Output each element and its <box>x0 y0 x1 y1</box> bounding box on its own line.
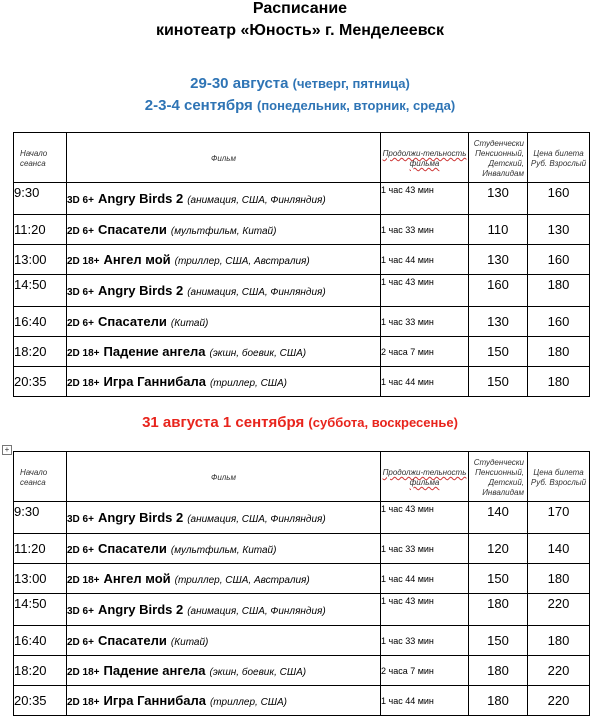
period1-line2 <box>0 97 600 114</box>
film-format: 3D 6+ <box>67 195 94 206</box>
student-price: 130 <box>469 183 528 215</box>
student-price: 150 <box>469 564 528 594</box>
film-title: Angry Birds 2 <box>97 191 184 206</box>
film-cell <box>67 367 381 397</box>
period1-days-1: (четверг, пятница) <box>292 76 410 91</box>
film-title: Игра Ганнибала <box>103 693 206 708</box>
period2-days: (суббота, воскресенье) <box>308 415 458 430</box>
film-format: 2D 18+ <box>67 667 100 678</box>
film-duration: 1 час 44 мин <box>381 564 469 594</box>
session-time: 20:35 <box>14 686 67 716</box>
film-genre: (триллер, США) <box>209 378 288 389</box>
film-duration: 1 час 43 мин <box>381 594 469 626</box>
session-time: 9:30 <box>14 183 67 215</box>
student-price: 180 <box>469 656 528 686</box>
col-film: Фильм <box>67 452 381 502</box>
table-row <box>14 215 590 245</box>
film-genre: (триллер, США) <box>209 697 288 708</box>
film-duration: 1 час 43 мин <box>381 275 469 307</box>
page-title: Расписание <box>252 0 348 17</box>
col-start: Начало сеанса <box>14 452 67 502</box>
adult-price: 140 <box>528 534 590 564</box>
film-genre: (Китай) <box>170 318 209 329</box>
table-row <box>14 626 590 656</box>
film-cell <box>67 337 381 367</box>
film-title: Ангел мой <box>103 571 171 586</box>
film-format: 2D 18+ <box>67 378 100 389</box>
session-time: 14:50 <box>14 275 67 307</box>
film-genre: (триллер, США, Австралия) <box>174 575 310 586</box>
film-duration: 2 часа 7 мин <box>381 337 469 367</box>
film-cell <box>67 564 381 594</box>
film-genre: (экшн, боевик, США) <box>209 667 307 678</box>
film-format: 2D 18+ <box>67 697 100 708</box>
film-cell <box>67 245 381 275</box>
table-row <box>14 337 590 367</box>
film-duration: 1 час 33 мин <box>381 534 469 564</box>
film-format: 2D 18+ <box>67 256 100 267</box>
col-start: Начало сеанса <box>14 133 67 183</box>
schedule-table-weekend <box>13 451 590 716</box>
period1-days-2: (понедельник, вторник, среда) <box>256 98 456 113</box>
film-cell <box>67 656 381 686</box>
film-genre: (мультфильм, Китай) <box>170 545 277 556</box>
session-time: 18:20 <box>14 337 67 367</box>
film-genre: (анимация, США, Финляндия) <box>187 514 326 525</box>
film-format: 2D 18+ <box>67 575 100 586</box>
col-duration: Продолжи-тельность фильма <box>381 133 469 183</box>
adult-price: 220 <box>528 594 590 626</box>
table-row <box>14 502 590 534</box>
col-adult-price: Цена билета Руб. Взрослый <box>528 133 590 183</box>
adult-price: 160 <box>528 245 590 275</box>
film-title: Angry Birds 2 <box>97 283 184 298</box>
film-format: 3D 6+ <box>67 287 94 298</box>
film-title: Angry Birds 2 <box>97 602 184 617</box>
adult-price: 220 <box>528 686 590 716</box>
film-duration: 1 час 44 мин <box>381 367 469 397</box>
adult-price: 220 <box>528 656 590 686</box>
session-time: 9:30 <box>14 502 67 534</box>
adult-price: 130 <box>528 215 590 245</box>
film-title: Игра Ганнибала <box>103 374 206 389</box>
film-duration: 1 час 33 мин <box>381 626 469 656</box>
cinema-subtitle: кинотеатр «Юность» г. Менделеевск <box>155 22 445 39</box>
table-row <box>14 686 590 716</box>
film-cell <box>67 594 381 626</box>
film-genre: (триллер, США, Австралия) <box>174 256 310 267</box>
film-duration: 2 часа 7 мин <box>381 656 469 686</box>
film-duration: 1 час 43 мин <box>381 502 469 534</box>
student-price: 110 <box>469 215 528 245</box>
student-price: 150 <box>469 367 528 397</box>
film-title: Спасатели <box>97 541 167 556</box>
student-price: 140 <box>469 502 528 534</box>
film-title: Angry Birds 2 <box>97 510 184 525</box>
period2-dates: 31 августа 1 сентября <box>142 414 305 431</box>
table-header <box>14 133 590 183</box>
film-title: Спасатели <box>97 633 167 648</box>
schedule-table-weekdays <box>13 132 590 397</box>
film-cell <box>67 686 381 716</box>
session-time: 13:00 <box>14 245 67 275</box>
film-cell <box>67 502 381 534</box>
col-student-price: Студенчески Пенсионный, Детский, Инвалидам <box>469 133 528 183</box>
table-row <box>14 534 590 564</box>
col-adult-price: Цена билета Руб. Взрослый <box>528 452 590 502</box>
film-format: 2D 18+ <box>67 348 100 359</box>
film-genre: (мультфильм, Китай) <box>170 226 277 237</box>
table-row <box>14 367 590 397</box>
film-title: Падение ангела <box>103 663 206 678</box>
table-row <box>14 183 590 215</box>
period1-dates-2: 2-3-4 сентября <box>144 97 253 114</box>
adult-price: 180 <box>528 337 590 367</box>
student-price: 180 <box>469 686 528 716</box>
student-price: 150 <box>469 626 528 656</box>
student-price: 130 <box>469 307 528 337</box>
col-duration: Продолжи-тельность фильма <box>381 452 469 502</box>
film-genre: (анимация, США, Финляндия) <box>187 287 326 298</box>
session-time: 11:20 <box>14 215 67 245</box>
period2-line <box>0 414 600 431</box>
period1-dates-1: 29-30 августа <box>190 75 289 92</box>
film-genre: (экшн, боевик, США) <box>209 348 307 359</box>
film-format: 2D 6+ <box>67 545 94 556</box>
session-time: 13:00 <box>14 564 67 594</box>
student-price: 130 <box>469 245 528 275</box>
adult-price: 170 <box>528 502 590 534</box>
film-cell <box>67 307 381 337</box>
adult-price: 160 <box>528 183 590 215</box>
film-title: Падение ангела <box>103 344 206 359</box>
table-row <box>14 656 590 686</box>
film-title: Спасатели <box>97 314 167 329</box>
student-price: 150 <box>469 337 528 367</box>
film-duration: 1 час 33 мин <box>381 307 469 337</box>
table-row <box>14 564 590 594</box>
film-title: Спасатели <box>97 222 167 237</box>
period1-line1 <box>0 75 600 92</box>
film-duration: 1 час 44 мин <box>381 245 469 275</box>
session-time: 16:40 <box>14 626 67 656</box>
table-row <box>14 594 590 626</box>
table-row <box>14 275 590 307</box>
session-time: 18:20 <box>14 656 67 686</box>
film-format: 2D 6+ <box>67 318 94 329</box>
film-duration: 1 час 43 мин <box>381 183 469 215</box>
session-time: 20:35 <box>14 367 67 397</box>
film-cell <box>67 215 381 245</box>
film-format: 2D 6+ <box>67 226 94 237</box>
film-genre: (Китай) <box>170 637 209 648</box>
table-row <box>14 307 590 337</box>
table-row <box>14 245 590 275</box>
film-cell <box>67 275 381 307</box>
film-duration: 1 час 33 мин <box>381 215 469 245</box>
film-cell <box>67 534 381 564</box>
film-format: 2D 6+ <box>67 637 94 648</box>
film-cell <box>67 183 381 215</box>
adult-price: 180 <box>528 367 590 397</box>
session-time: 16:40 <box>14 307 67 337</box>
student-price: 120 <box>469 534 528 564</box>
film-title: Ангел мой <box>103 252 171 267</box>
adult-price: 160 <box>528 307 590 337</box>
session-time: 11:20 <box>14 534 67 564</box>
film-genre: (анимация, США, Финляндия) <box>187 195 326 206</box>
adult-price: 180 <box>528 626 590 656</box>
col-student-price: Студенчески Пенсионный, Детский, Инвалидам <box>469 452 528 502</box>
session-time: 14:50 <box>14 594 67 626</box>
student-price: 180 <box>469 594 528 626</box>
table-move-handle-icon[interactable]: + <box>2 445 12 455</box>
student-price: 160 <box>469 275 528 307</box>
adult-price: 180 <box>528 275 590 307</box>
film-duration: 1 час 44 мин <box>381 686 469 716</box>
col-film: Фильм <box>67 133 381 183</box>
film-genre: (анимация, США, Финляндия) <box>187 606 326 617</box>
film-format: 3D 6+ <box>67 514 94 525</box>
adult-price: 180 <box>528 564 590 594</box>
table-header <box>14 452 590 502</box>
film-cell <box>67 626 381 656</box>
film-format: 3D 6+ <box>67 606 94 617</box>
